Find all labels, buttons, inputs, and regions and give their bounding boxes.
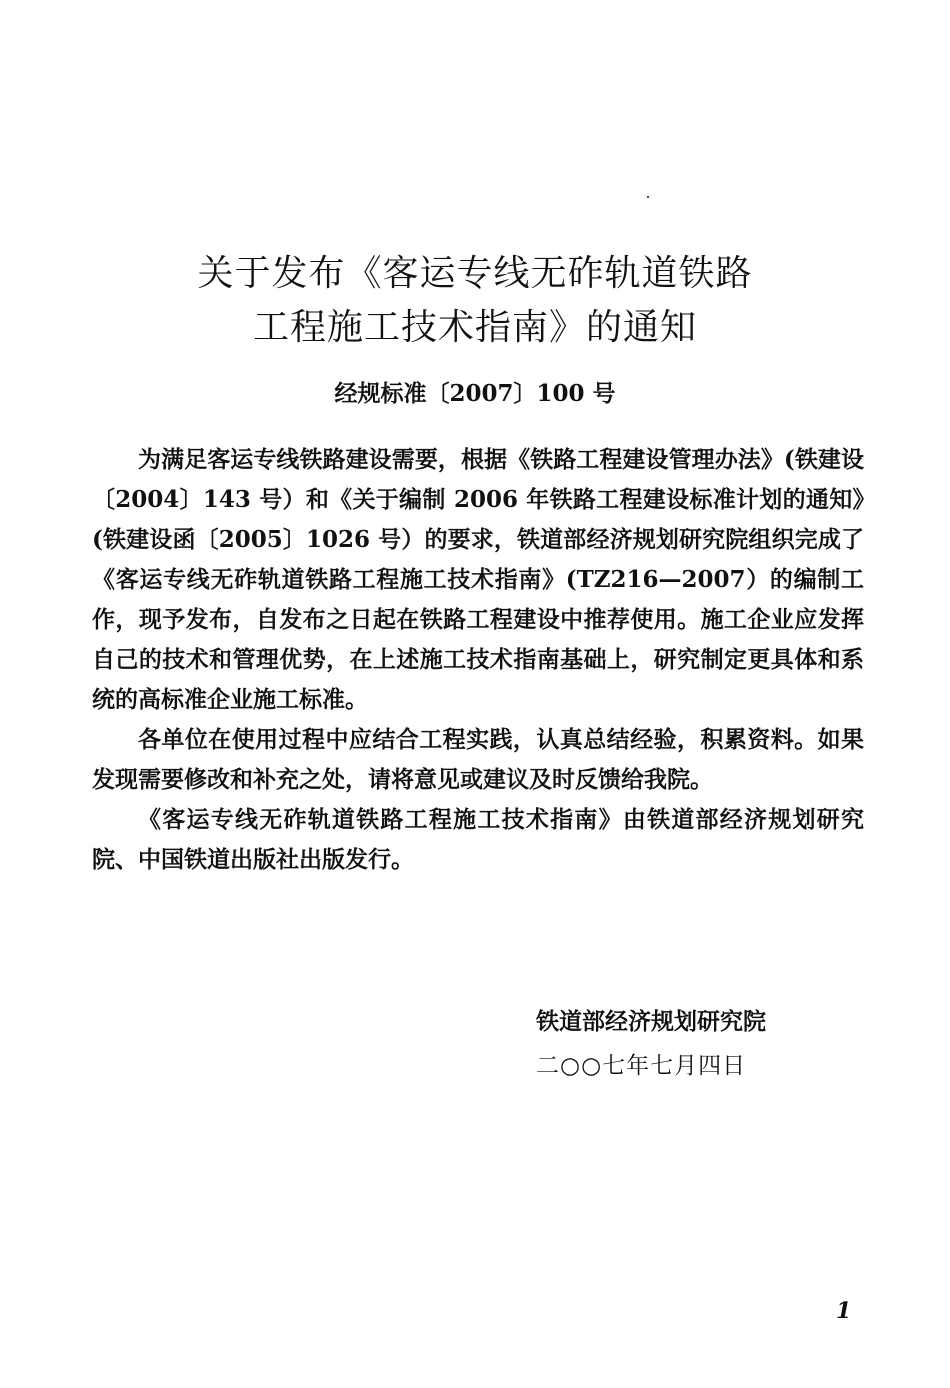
title-line-1: 关于发布《客运专线无砟轨道铁路 <box>197 253 753 294</box>
signature-date: 二○○七年七月四日 <box>536 1053 747 1079</box>
document-number: 经规标准〔2007〕100 号 <box>334 380 616 407</box>
notice-body <box>92 440 864 880</box>
paragraph: 为满足客运专线铁路建设需要，根据《铁路工程建设管理办法》(铁建设〔2004〕143 号）和《关于编制 2006 年铁路工程建设标准计划的通知》(铁建设函〔2005〕1026 号）的要求，铁道部经济规划研究院组织完成了《客运专线无砟轨道铁路工程施工技术指南》(TZ216—2007）的编制工作，现予发布，自发布之日起在铁路工程建设中推荐使用。施工企业应发挥自己的技术和管理优势，在上述施工技术指南基础上，研究制定更具体和系统的高标准企业施工标准。 <box>92 446 864 713</box>
title-line-2: 工程施工技术指南》的通知 <box>252 307 697 348</box>
paragraph: 《客运专线无砟轨道铁路工程施工技术指南》由铁道部经济规划研究院、中国铁道出版社出版发行。 <box>92 806 864 873</box>
paragraph: 各单位在使用过程中应结合工程实践，认真总结经验，积累资料。如果发现需要修改和补充之处，请将意见或建议及时反馈给我院。 <box>92 726 864 793</box>
scan-speck <box>647 196 649 198</box>
signature-organization: 铁道部经济规划研究院 <box>536 1008 766 1035</box>
page-number: 1 <box>836 1298 852 1324</box>
